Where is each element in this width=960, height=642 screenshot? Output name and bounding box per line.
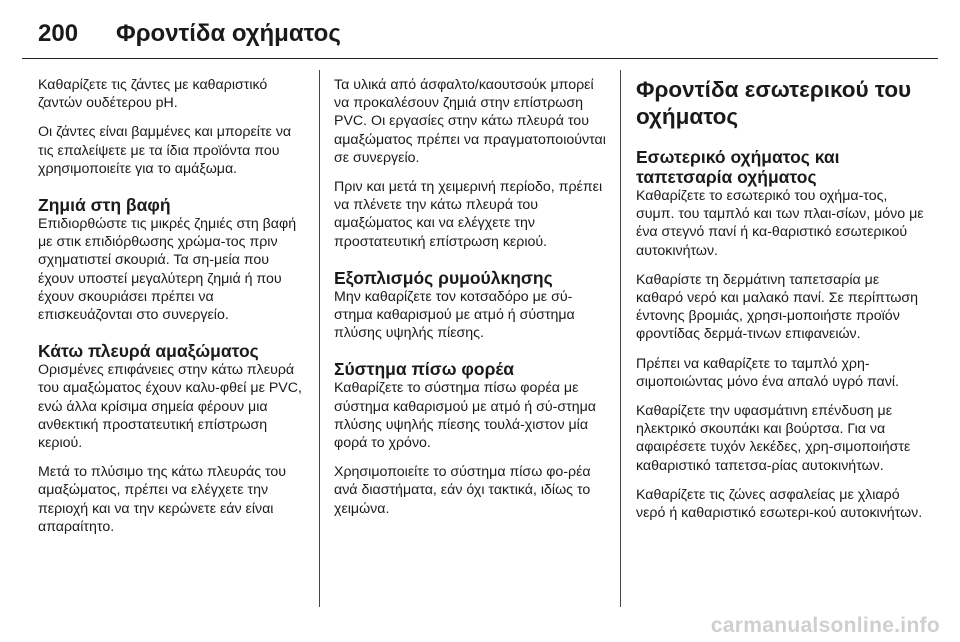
underbody-continued-section <box>334 76 606 251</box>
paragraph: Καθαρίζετε την υφασμάτινη επένδυση με ηλεκτρικό σκουπάκι και βούρτσα. Για να αφαιρέσετε τυχόν λεκέδες, χρη-σιμοποιήστε καθαριστικό ταπετσα-ρίας αυτοκινήτων. <box>636 403 911 474</box>
paragraph: Ορισμένες επιφάνειες στην κάτω πλευρά του αμαξώματος έχουν καλυ-φθεί με PVC, ενώ άλλα κρίσιμα σημεία φέρουν μια ανθεκτική προστατευτική επίστρωση κεριού. <box>38 362 302 452</box>
page-number: 200 <box>38 20 79 47</box>
paragraph: Πριν και μετά τη χειμερινή περίοδο, πρέπει να πλένετε την κάτω πλευρά του αμαξώματος και να ελέγχετε την προστατευτική επίστρωση κεριού. <box>334 179 603 250</box>
paragraph: Καθαρίζετε τις ζώνες ασφαλείας με χλιαρό νερό ή καθαριστικό εσωτερι-κού αυτοκινήτων. <box>636 486 923 522</box>
rear-carrier-section <box>334 359 606 517</box>
paragraph: Μετά το πλύσιμο της κάτω πλευράς του αμαξώματος, πρέπει να ελέγχετε την περιοχή και να την κερώνετε εάν είναι απαραίτητο. <box>38 464 287 535</box>
column-divider <box>620 70 621 607</box>
section-heading: Εξοπλισμός ρυμούλκησης <box>334 267 553 288</box>
page-title: Φροντίδα οχήματος <box>116 20 341 47</box>
intro-section <box>38 76 306 178</box>
column-divider <box>319 70 320 607</box>
section-heading: Εσωτερικό οχήματος και ταπετσαρία οχήματος <box>636 147 840 187</box>
page-header <box>38 14 341 54</box>
paragraph: Μην καθαρίζετε τον κοτσαδόρο με σύ-στημα καθαρισμού με ατμό ή σύστημα πλύσης υψηλής πίεσης. <box>334 288 575 342</box>
paragraph: Καθαρίζετε το εσωτερικό του οχήμα-τος, συμπ. του ταμπλό και των πλαι-σίων, μόνο με ένα στεγνό πανί ή κα-θαριστικό εσωτερικού αυτοκινήτων. <box>636 188 924 259</box>
section-heading: Ζημιά στη βαφή <box>38 195 171 216</box>
paragraph: Καθαρίστε τη δερμάτινη ταπετσαρία με καθαρό νερό και μαλακό πανί. Σε περίπτωση έντονης βρομιάς, χρησι-μοποιήστε προϊόν φροντίδας δερμά-τινων επιφανειών. <box>636 271 919 343</box>
column-1 <box>38 76 306 547</box>
paragraph: Πρέπει να καθαρίζετε το ταμπλό χρη-σιμοποιώντας μόνο ένα απαλό υγρό πανί. <box>636 355 899 390</box>
paragraph: Καθαρίζετε το σύστημα πίσω φορέα με σύστημα καθαρισμού με ατμό ή σύ-στημα πλύσης υψηλής πίεσης τουλά-χιστον μία φορά το χρόνο. <box>334 380 596 452</box>
paragraph: Τα υλικά από άσφαλτο/καουτσούκ μπορεί να προκαλέσουν ζημιά στην επίστρωση PVC. Οι εργασίες στην κάτω πλευρά του αμαξώματος πρέπει να πραγματοποιούνται σε συνεργείο. <box>334 77 606 166</box>
chapter-heading: Φροντίδα εσωτερικού του οχήματος <box>636 77 912 129</box>
interior-upholstery-section <box>636 147 926 522</box>
watermark: carmanualsonline.info <box>710 614 940 637</box>
paragraph: Οι ζάντες είναι βαμμένες και μπορείτε να τις επαλείψετε με τα ίδια προϊόντα που χρησιμοποιείτε για το αμάξωμα. <box>38 124 292 177</box>
header-rule <box>22 58 938 59</box>
column-2 <box>334 76 606 529</box>
section-heading: Κάτω πλευρά αμαξώματος <box>38 341 259 362</box>
column-3 <box>636 76 926 533</box>
section-heading: Σύστημα πίσω φορέα <box>334 359 515 380</box>
paragraph: Χρησιμοποιείτε το σύστημα πίσω φο-ρέα ανά διαστήματα, εάν όχι τακτικά, ιδίως το χειμώνα. <box>334 464 591 517</box>
paragraph: Καθαρίζετε τις ζάντες με καθαριστικό ζαντών ουδέτερου pH. <box>38 77 268 112</box>
underbody-section <box>38 341 306 536</box>
paragraph: Επιδιορθώστε τις μικρές ζημιές στη βαφή με στικ επιδιόρθωσης χρώμα-τος πριν σχηματιστεί σκουριά. Τα ση-μεία που έχουν υποστεί μεγαλύτερη ζημιά ή που έχουν σκουριάσει πρέπει να επισκευάζονται στο συνεργείο. <box>38 216 297 324</box>
paint-damage-section <box>38 195 306 324</box>
towing-equipment-section <box>334 268 606 343</box>
